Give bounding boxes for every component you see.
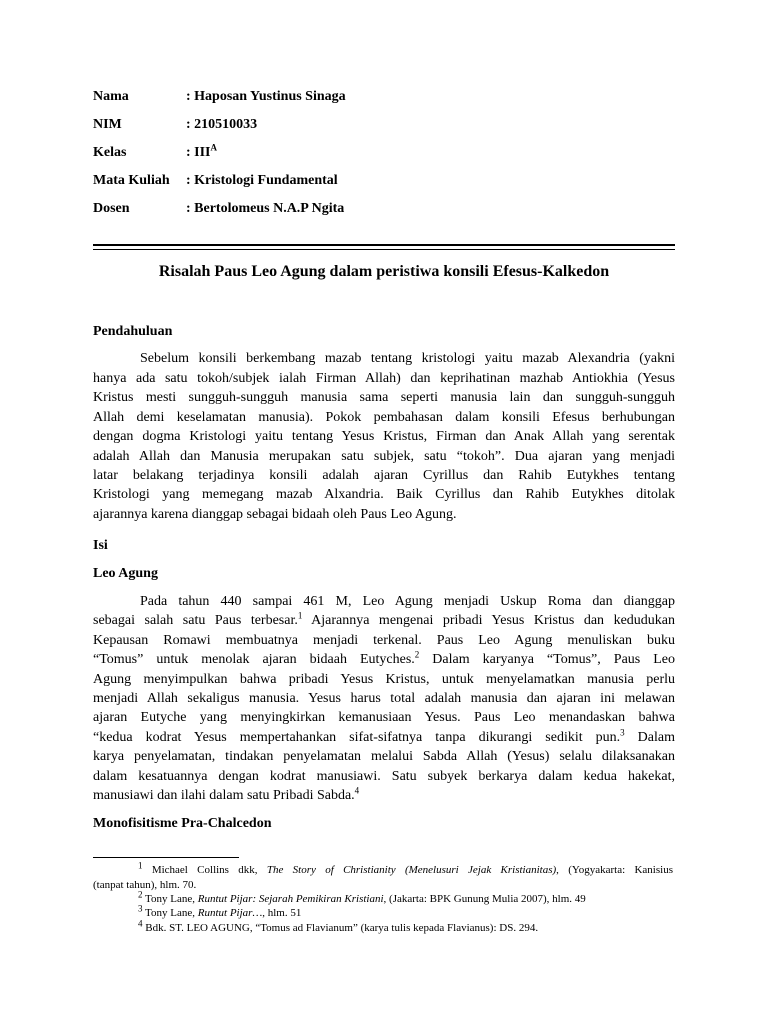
footnote-ref: 3 xyxy=(620,727,625,738)
identity-row-nim xyxy=(93,117,257,133)
footnote-ref: 1 xyxy=(297,610,303,621)
line-text: ajaran Eutyche yang menyingkirkan kemanusiaan Yesus. Paus Leo menandaskan bahwa xyxy=(93,710,675,725)
paragraph-line: ajarannya karena dianggap sebagai bidaah oleh Paus Leo Agung. xyxy=(93,507,457,522)
identity-label: Dosen xyxy=(93,201,130,216)
identity-label: Nama xyxy=(93,89,129,104)
paragraph-line xyxy=(93,633,675,649)
line-text: Dalam xyxy=(624,730,675,745)
footnote-number: 3 xyxy=(138,903,143,914)
section-heading-monofisitisme: Monofisitisme Pra-Chalcedon xyxy=(93,816,272,831)
section-heading-isi: Isi xyxy=(93,538,108,553)
footnote-text: Tony Lane, xyxy=(142,893,198,905)
line-text: Ajarannya mengenai pribadi Yesus Kristus dan kedudukan xyxy=(302,613,675,628)
footnote-italic: Runtut Pijar: Sejarah Pemikiran Kristiani xyxy=(197,893,384,905)
line-text: manusiawi dan ilahi dalam satu Pribadi Sabda. xyxy=(93,788,355,803)
footnote-ref: 4 xyxy=(354,785,360,796)
paragraph-line xyxy=(93,769,675,785)
paragraph-line: hanya ada satu tokoh/subjek ialah Firman Allah) dan keprihatinan mazhab Antiokhia (Yesus xyxy=(93,371,675,386)
footnote-text: Bdk. ST. LEO AGUNG, “Tomus ad Flavianum” (karya tulis kepada Flavianus): DS. 294. xyxy=(142,922,539,934)
identity-row-dosen xyxy=(93,201,344,217)
footnote-text: , hlm. 51 xyxy=(262,907,302,919)
footnote-italic: Runtut Pijar… xyxy=(197,907,263,919)
identity-value: : Bertolomeus N.A.P Ngita xyxy=(186,201,345,216)
line-text: “Tomus” untuk menolak ajaran bidaah Eutyches. xyxy=(93,652,415,667)
line-text: dalam kesatuannya dengan kodrat manusiawi. Satu subyek berkarya dalam kedua hakekat, xyxy=(93,769,675,784)
identity-value: : 210510033 xyxy=(186,117,258,132)
footnote-3 xyxy=(138,903,302,920)
footnote-ref: 2 xyxy=(414,649,420,660)
header-divider-thick xyxy=(93,244,675,246)
footnote-2 xyxy=(138,889,586,906)
line-text: Agung menyimpulkan bahwa pribadi Yesus Kristus, untuk menyelamatkan manusia perlu xyxy=(93,672,675,687)
line-text: Pada tahun 440 sampai 461 M, Leo Agung menjadi Uskup Roma dan dianggap xyxy=(140,594,675,609)
identity-value: : Haposan Yustinus Sinaga xyxy=(186,89,346,104)
footnote-4 xyxy=(138,918,539,935)
footnote-number: 4 xyxy=(138,918,143,929)
paragraph-line xyxy=(93,710,675,726)
footnote-italic: The Story of Christianity (Menelusuri Jejak Kristianitas) xyxy=(266,864,557,876)
paragraph-line: latar belakang terjadinya konsili adalah ajaran Cyrillus dan Rahib Eutykhes tentang xyxy=(93,468,675,483)
paragraph-line xyxy=(140,594,675,610)
paragraph-line xyxy=(93,610,675,629)
identity-row-nama xyxy=(93,89,346,105)
paragraph-line: Allah demi keselamatan manusia). Pokok pembahasan dalam konsili Efesus berhubungan xyxy=(93,410,675,425)
footnote-number: 1 xyxy=(138,860,143,871)
section-heading-pendahuluan: Pendahuluan xyxy=(93,324,173,339)
identity-value: : III xyxy=(186,145,211,160)
footnote-text: , (Jakarta: BPK Gunung Mulia 2007), hlm. 49 xyxy=(383,893,586,905)
line-text: sebagai salah satu Paus terbesar. xyxy=(93,613,298,628)
identity-label: Kelas xyxy=(93,145,127,160)
section-heading-leo-agung: Leo Agung xyxy=(93,566,158,581)
line-text: menjadi Allah sekaligus manusia. Yesus harus total adalah manusia dan ajaran ini melawan xyxy=(93,691,675,706)
line-text: “kedua kodrat Yesus mempertahankan sifat-sifatnya tanpa dikurangi sedikit pun. xyxy=(93,730,621,745)
line-text: Kepausan Romawi membuatnya menjadi terkenal. Paus Leo Agung menuliskan buku xyxy=(93,633,675,648)
identity-row-kelas xyxy=(93,142,218,161)
paragraph-line xyxy=(93,785,675,804)
footnote-1 xyxy=(138,860,673,877)
footnote-number: 2 xyxy=(138,889,143,900)
line-text: Dalam karyanya “Tomus”, Paus Leo xyxy=(419,652,675,667)
footnote-text: Michael Collins dkk, xyxy=(142,864,267,876)
paragraph-line: adalah Allah dan Manusia merupakan satu subjek, satu “tokoh”. Dua ajaran yang menjadi xyxy=(93,449,675,464)
paragraph-line: Sebelum konsili berkembang mazab tentang kristologi yaitu mazab Alexandria (yakni xyxy=(140,351,675,366)
document-title: Risalah Paus Leo Agung dalam peristiwa konsili Efesus-Kalkedon xyxy=(158,263,610,280)
paragraph-line: Kristus mesti sungguh-sungguh manusia sama seperti manusia lain dan sungguh-sungguh xyxy=(93,390,675,405)
footnote-text: , (Yogyakarta: Kanisius xyxy=(556,864,673,876)
identity-label: Mata Kuliah xyxy=(93,173,170,188)
paragraph-line xyxy=(93,649,675,668)
paragraph-line: Kristologi yang memegang mazab Alxandria. Baik Cyrillus dan Rahib Eutykhes ditolak xyxy=(93,487,675,502)
identity-row-mata-kuliah xyxy=(93,173,338,189)
paragraph-line: dengan dogma Kristologi yaitu tentang Yesus Kristus, Firman dan Anak Allah yang serentak xyxy=(93,429,675,444)
identity-label: NIM xyxy=(93,117,122,132)
footnote-1-continuation: (tanpat tahun), hlm. 70. xyxy=(93,879,197,891)
paragraph-line xyxy=(93,749,675,765)
paragraph-line xyxy=(93,727,675,746)
header-divider-thin xyxy=(93,249,675,250)
paragraph-line xyxy=(93,691,675,707)
paragraph-line xyxy=(93,672,675,688)
line-text: karya penyelamatan, tindakan penyelamatan melalui Sabda Allah (Yesus) selalu dilaksanakan xyxy=(93,749,675,764)
footnote-text: Tony Lane, xyxy=(142,907,198,919)
footnote-separator xyxy=(93,857,239,858)
identity-superscript: A xyxy=(210,142,218,153)
identity-value: : Kristologi Fundamental xyxy=(186,173,338,188)
